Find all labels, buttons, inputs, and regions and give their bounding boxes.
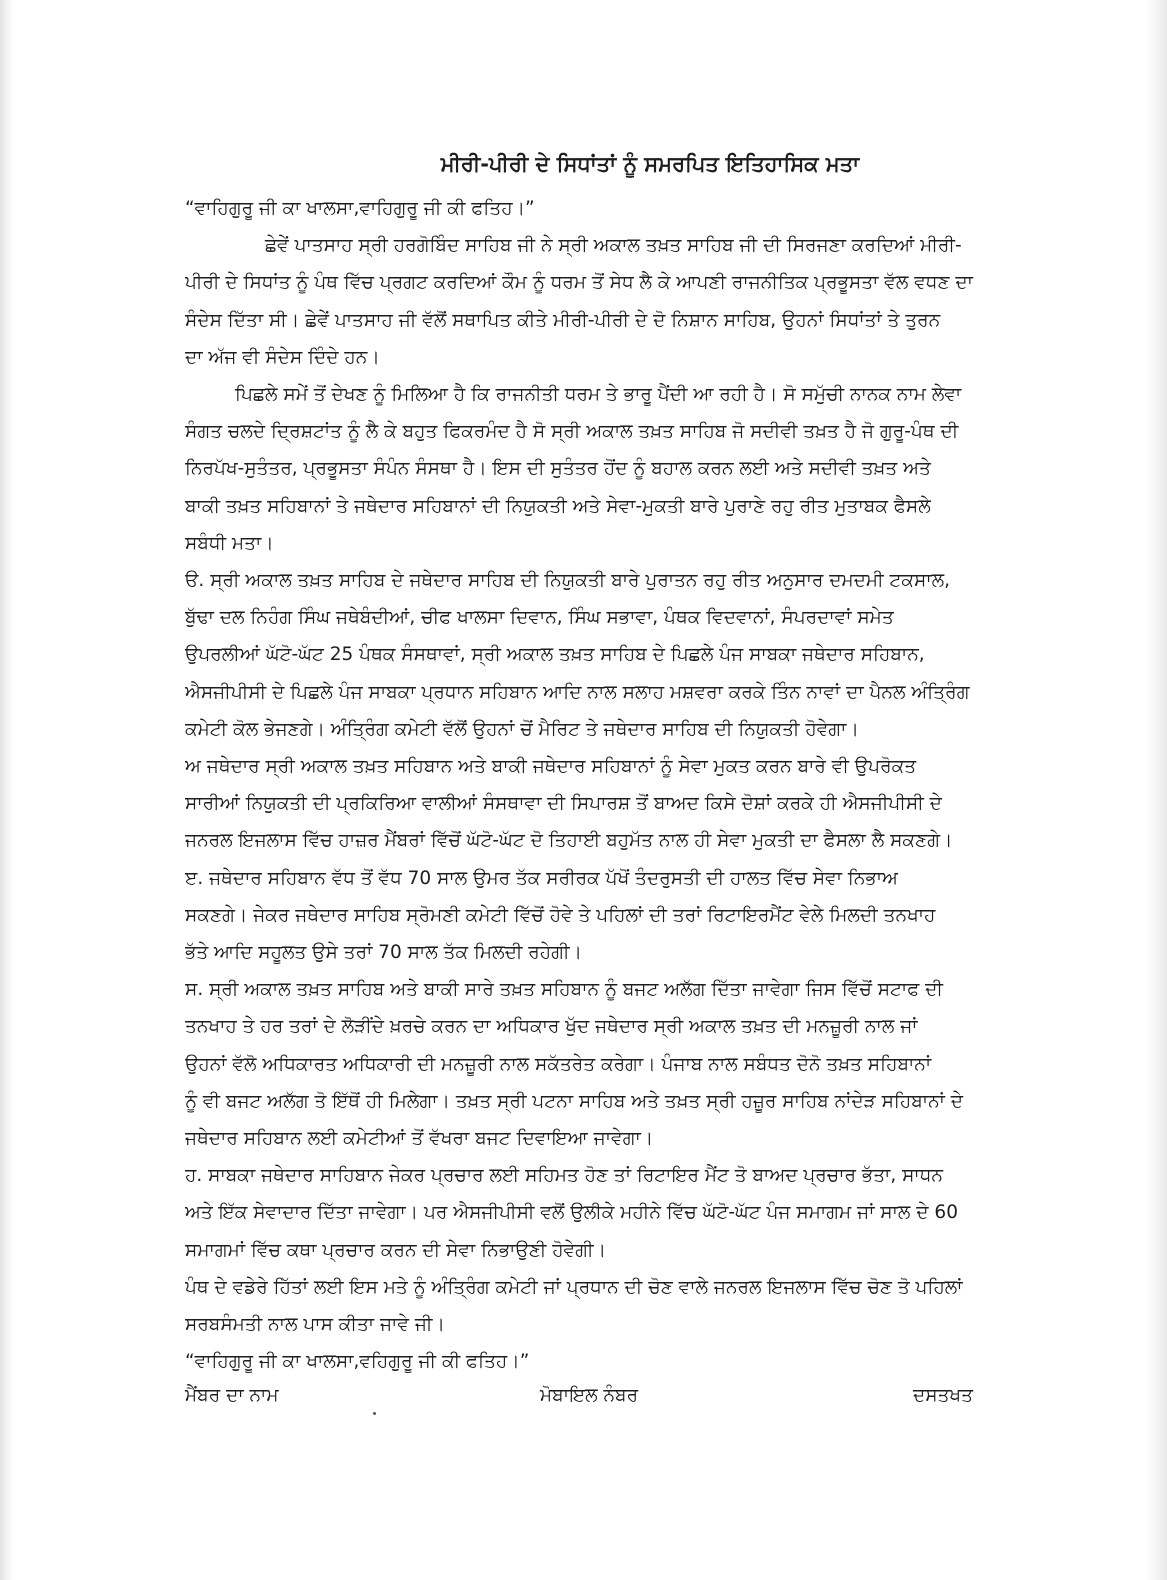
farewell-line: “ਵਾਹਿਗੁਰੂ ਜੀ ਕਾ ਖਾਲਸਾ,ਵਹਿਗੁਰੂ ਜੀ ਕੀ ਫਤਿਹ।” <box>185 1351 530 1373</box>
clause-line: ਅ ਜਥੇਦਾਰ ਸ੍ਰੀ ਅਕਾਲ ਤਖ਼ਤ ਸਹਿਬਾਨ ਅਤੇ ਬਾਕੀ ਜਥੇਦਾਰ ਸਹਿਬਾਨਾਂ ਨੂੰ ਸੇਵਾ ਮੁਕਤ ਕਰਨ ਬਾਰੇ ਵੀ ਉਪਰੋਕਤ <box>185 756 917 778</box>
clause-line: ੲ. ਜਥੇਦਾਰ ਸਹਿਬਾਨ ਵੱਧ ਤੋਂ ਵੱਧ 70 ਸਾਲ ਉਮਰ ਤੱਕ ਸਰੀਰਕ ਪੱਖੋਂ ਤੰਦਰੁਸਤੀ ਦੀ ਹਾਲਤ ਵਿੱਚ ਸੇਵਾ ਨਿਭਾਅ <box>185 867 898 889</box>
paragraph-line: ਸੰਦੇਸ ਦਿੱਤਾ ਸੀ। ਛੇਵੇਂ ਪਾਤਸਾਹ ਜੀ ਵੱਲੋਂ ਸਥਾਪਿਤ ਕੀਤੇ ਮੀਰੀ-ਪੀਰੀ ਦੇ ਦੋ ਨਿਸ਼ਾਨ ਸਾਹਿਬ, ਉਹਨਾਂ ਸਿਧਾਂਤਾਂ ਤੇ ਤੁਰਨ <box>185 309 941 331</box>
document-body <box>185 150 1090 1381</box>
member-name-label: ਮੈਂਬਰ ਦਾ ਨਾਮ <box>185 1385 279 1406</box>
clause-line: ਸਮਾਗਮਾਂ ਵਿੱਚ ਕਥਾ ਪ੍ਰਚਾਰ ਕਰਨ ਦੀ ਸੇਵਾ ਨਿਭਾਉਣੀ ਹੋਵੇਗੀ। <box>185 1239 607 1261</box>
document-title: ਮੀਰੀ-ਪੀਰੀ ਦੇ ਸਿਧਾਂਤਾਂ ਨੂੰ ਸਮਰਪਿਤ ਇਤਿਹਾਸਿਕ ਮਤਾ <box>440 152 860 176</box>
clause-line: ਉਪਰਲੀਆਂ ਘੱਟੋ-ਘੱਟ 25 ਪੰਥਕ ਸੰਸਥਾਵਾਂ, ਸ੍ਰੀ ਅਕਾਲ ਤਖ਼ਤ ਸਾਹਿਬ ਦੇ ਪਿਛਲੇ ਪੰਜ ਸਾਬਕਾ ਜਥੇਦਾਰ ਸਹਿਬਾਨ, <box>185 644 925 666</box>
clause-line: ਕਮੇਟੀ ਕੋਲ ਭੇਜਣਗੇ। ਅੰਤ੍ਰਿੰਗ ਕਮੇਟੀ ਵੱਲੋਂ ਉਹਨਾਂ ਚੋਂ ਮੈਰਿਟ ਤੇ ਜਥੇਦਾਰ ਸਾਹਿਬ ਦੀ ਨਿਯੁਕਤੀ ਹੋਵੇਗਾ। <box>185 718 859 740</box>
paragraph-line: ਪੀਰੀ ਦੇ ਸਿਧਾਂਤ ਨੂੰ ਪੰਥ ਵਿੱਚ ਪ੍ਰਗਟ ਕਰਦਿਆਂ ਕੌਮ ਨੂੰ ਧਰਮ ਤੋਂ ਸੇਧ ਲੈ ਕੇ ਆਪਣੀ ਰਾਜਨੀਤਿਕ ਪ੍ਰਭੂਸਤਾ ਵੱਲ ਵਧਣ ਦਾ <box>185 272 973 294</box>
clause-line: ਜਨਰਲ ਇਜਲਾਸ ਵਿੱਚ ਹਾਜ਼ਰ ਮੈਂਬਰਾਂ ਵਿੱਚੋਂ ਘੱਟੋ-ਘੱਟ ਦੋ ਤਿਹਾਈ ਬਹੁਮੱਤ ਨਾਲ ਹੀ ਸੇਵਾ ਮੁਕਤੀ ਦਾ ਫੈਸਲਾ ਲੈ ਸਕਣਗੇ। <box>185 830 953 852</box>
paragraph-line: ਛੇਵੇਂ ਪਾਤਸਾਹ ਸ੍ਰੀ ਹਰਗੋਬਿੰਦ ਸਾਹਿਬ ਜੀ ਨੇ ਸ੍ਰੀ ਅਕਾਲ ਤਖ਼ਤ ਸਾਹਿਬ ਜੀ ਦੀ ਸਿਰਜਣਾ ਕਰਦਿਆਂ ਮੀਰੀ- <box>265 235 962 257</box>
clause-line: ਤਨਖਾਹ ਤੇ ਹਰ ਤਰਾਂ ਦੇ ਲੋੜੀਂਦੇ ਖ਼ਰਚੇ ਕਰਨ ਦਾ ਅਧਿਕਾਰ ਖੁੱਦ ਜਥੇਦਾਰ ਸ੍ਰੀ ਅਕਾਲ ਤਖ਼ਤ ਦੀ ਮਨਜ਼ੂਰੀ ਨਾਲ ਜਾਂ <box>185 1016 918 1038</box>
closing-line: ਪੰਥ ਦੇ ਵਡੇਰੇ ਹਿੱਤਾਂ ਲਈ ਇਸ ਮਤੇ ਨੂੰ ਅੰਤ੍ਰਿੰਗ ਕਮੇਟੀ ਜਾਂ ਪ੍ਰਧਾਨ ਦੀ ਚੋਣ ਵਾਲੇ ਜਨਰਲ ਇਜਲਾਸ ਵਿੱਚ ਚੋਣ ਤੋ ਪਹਿਲਾਂ <box>185 1276 963 1298</box>
mobile-number-label: ਮੋਬਾਇਲ ਨੰਬਰ <box>540 1385 639 1406</box>
paragraph-line: ਸੰਗਤ ਚਲਦੇ ਦ੍ਰਿਸ਼ਟਾਂਤ ਨੂੰ ਲੈ ਕੇ ਬਹੁਤ ਫਿਕਰਮੰਦ ਹੈ ਸੋ ਸ੍ਰੀ ਅਕਾਲ ਤਖ਼ਤ ਸਾਹਿਬ ਜੋ ਸਦੀਵੀ ਤਖ਼ਤ ਹੈ ਜੋ ਗੁਰੂ-ਪੰਥ ਦੀ <box>185 421 959 443</box>
clause-line: ਅਤੇ ਇੱਕ ਸੇਵਾਦਾਰ ਦਿੱਤਾ ਜਾਵੇਗਾ। ਪਰ ਐਸਜੀਪੀਸੀ ਵਲੋਂ ਉਲੀਕੇ ਮਹੀਨੇ ਵਿੱਚ ਘੱਟੋ-ਘੱਟ ਪੰਜ ਸਮਾਗਮ ਜਾਂ ਸਾਲ ਦੇ 60 <box>185 1202 958 1224</box>
page-shadow-left <box>0 0 14 1580</box>
clause-line: ਸਾਰੀਆਂ ਨਿਯੁਕਤੀ ਦੀ ਪ੍ਰਕਿਰਿਆ ਵਾਲੀਆਂ ਸੰਸਥਾਵਾ ਦੀ ਸਿਪਾਰਸ਼ ਤੋਂ ਬਾਅਦ ਕਿਸੇ ਦੋਸ਼ਾਂ ਕਰਕੇ ਹੀ ਐਸਜੀਪੀਸੀ ਦੇ <box>185 793 942 815</box>
clause-line: ਸਕਣਗੇ। ਜੇਕਰ ਜਥੇਦਾਰ ਸਾਹਿਬ ਸ੍ਰੋਮਣੀ ਕਮੇਟੀ ਵਿੱਚੋਂ ਹੋਵੇ ਤੇ ਪਹਿਲਾਂ ਦੀ ਤਰਾਂ ਰਿਟਾਇਰਮੈਂਟ ਵੇਲੇ ਮਿਲਦੀ ਤਨਖਾਹ <box>185 904 936 926</box>
clause-line: ਭੱਤੇ ਆਦਿ ਸਹੂਲਤ ਉਸੇ ਤਰਾਂ 70 ਸਾਲ ਤੱਕ ਮਿਲਦੀ ਰਹੇਗੀ। <box>185 942 583 964</box>
clause-line: ੳ. ਸ੍ਰੀ ਅਕਾਲ ਤਖ਼ਤ ਸਾਹਿਬ ਦੇ ਜਥੇਦਾਰ ਸਾਹਿਬ ਦੀ ਨਿਯੁਕਤੀ ਬਾਰੇ ਪੁਰਾਤਨ ਰਹੁ ਰੀਤ ਅਨੁਸਾਰ ਦਮਦਮੀ ਟਕਸਾਲ, <box>185 570 951 592</box>
paragraph-line: ਦਾ ਅੱਜ ਵੀ ਸੰਦੇਸ ਦਿੰਦੇ ਹਨ। <box>185 346 380 368</box>
paragraph-line: ਨਿਰਪੱਖ-ਸੁਤੰਤਰ, ਪ੍ਰਭੂਸਤਾ ਸੰਪੰਨ ਸੰਸਥਾ ਹੈ। ਇਸ ਦੀ ਸੁਤੰਤਰ ਹੋਂਦ ਨੂੰ ਬਹਾਲ ਕਰਨ ਲਈ ਅਤੇ ਸਦੀਵੀ ਤਖ਼ਤ ਅਤੇ <box>185 458 931 480</box>
greeting-line: “ਵਾਹਿਗੁਰੂ ਜੀ ਕਾ ਖਾਲਸਾ,ਵਾਹਿਗੁਰੂ ਜੀ ਕੀ ਫਤਿਹ।” <box>185 198 535 219</box>
clause-line: ਨੂੰ ਵੀ ਬਜਟ ਅਲੱਗ ਤੋ ਇੱਥੋਂ ਹੀ ਮਿਲੇਗਾ। ਤਖ਼ਤ ਸ੍ਰੀ ਪਟਨਾ ਸਾਹਿਬ ਅਤੇ ਤਖ਼ਤ ਸ੍ਰੀ ਹਜ਼ੂਰ ਸਾਹਿਬ ਨਾਂਦੇੜ ਸਹਿਬਾਨਾਂ ਦੇ <box>185 1090 964 1112</box>
page-shadow-right <box>1145 0 1167 1580</box>
signature-label: ਦਸਤਖਤ <box>913 1385 973 1406</box>
clause-line: ਸ. ਸ੍ਰੀ ਅਕਾਲ ਤਖ਼ਤ ਸਾਹਿਬ ਅਤੇ ਬਾਕੀ ਸਾਰੇ ਤਖ਼ਤ ਸਹਿਬਾਨ ਨੂੰ ਬਜਟ ਅਲੱਗ ਦਿੱਤਾ ਜਾਵੇਗਾ ਜਿਸ ਵਿੱਚੋਂ ਸਟਾਫ ਦੀ <box>185 979 943 1001</box>
signature-row <box>185 1385 1015 1417</box>
paragraph-line: ਬਾਕੀ ਤਖ਼ਤ ਸਹਿਬਾਨਾਂ ਤੇ ਜਥੇਦਾਰ ਸਹਿਬਾਨਾਂ ਦੀ ਨਿਯੁਕਤੀ ਅਤੇ ਸੇਵਾ-ਮੁਕਤੀ ਬਾਰੇ ਪੁਰਾਣੇ ਰਹੁ ਰੀਤ ਮੁਤਾਬਕ ਫੈਸਲੇ <box>185 495 931 517</box>
closing-line: ਸਰਬਸੰਮਤੀ ਨਾਲ ਪਾਸ ਕੀਤਾ ਜਾਵੇ ਜੀ। <box>185 1314 445 1336</box>
clause-line: ਹ. ਸਾਬਕਾ ਜਥੇਦਾਰ ਸਾਹਿਬਾਨ ਜੇਕਰ ਪ੍ਰਚਾਰ ਲਈ ਸਹਿਮਤ ਹੋਣ ਤਾਂ ਰਿਟਾਇਰ ਮੈਂਟ ਤੋ ਬਾਅਦ ਪ੍ਰਚਾਰ ਭੱਤਾ, ਸਾਧਨ <box>185 1165 943 1187</box>
clause-line: ਬੁੱਢਾ ਦਲ ਨਿਹੰਗ ਸਿੰਘ ਜਥੇਬੰਦੀਆਂ, ਚੀਫ ਖਾਲਸਾ ਦਿਵਾਨ, ਸਿੰਘ ਸਭਾਵਾ, ਪੰਥਕ ਵਿਦਵਾਨਾਂ, ਸੰਪਰਦਾਵਾਂ ਸਮੇਤ <box>185 607 894 629</box>
ink-dot <box>373 1412 376 1415</box>
paragraph-line: ਸਬੰਧੀ ਮਤਾ। <box>185 532 274 554</box>
clause-line: ਐਸਜੀਪੀਸੀ ਦੇ ਪਿਛਲੇ ਪੰਜ ਸਾਬਕਾ ਪ੍ਰਧਾਨ ਸਹਿਬਾਨ ਆਦਿ ਨਾਲ ਸਲਾਹ ਮਸ਼ਵਰਾ ਕਰਕੇ ਤਿੰਨ ਨਾਵਾਂ ਦਾ ਪੈਨਲ ਅੰਤ੍ਰਿੰਗ <box>185 681 970 703</box>
clause-line: ਉਹਨਾਂ ਵੱਲੋ ਅਧਿਕਾਰਤ ਅਧਿਕਾਰੀ ਦੀ ਮਨਜ਼ੂਰੀ ਨਾਲ ਸਕੱਤਰੇਤ ਕਰੇਗਾ। ਪੰਜਾਬ ਨਾਲ ਸਬੰਧਤ ਦੋਨੋ ਤਖ਼ਤ ਸਹਿਬਾਨਾਂ <box>185 1053 932 1075</box>
paragraph-line: ਪਿਛਲੇ ਸਮੇਂ ਤੋਂ ਦੇਖਣ ਨੂੰ ਮਿਲਿਆ ਹੈ ਕਿ ਰਾਜਨੀਤੀ ਧਰਮ ਤੇ ਭਾਰੂ ਪੈਂਦੀ ਆ ਰਹੀ ਹੈ। ਸੋ ਸਮੁੱਚੀ ਨਾਨਕ ਨਾਮ ਲੇਵਾ <box>235 384 962 406</box>
clause-line: ਜਥੇਦਾਰ ਸਹਿਬਾਨ ਲਈ ਕਮੇਟੀਆਂ ਤੋਂ ਵੱਖਰਾ ਬਜਟ ਦਿਵਾਇਆ ਜਾਵੇਗਾ। <box>185 1128 654 1150</box>
